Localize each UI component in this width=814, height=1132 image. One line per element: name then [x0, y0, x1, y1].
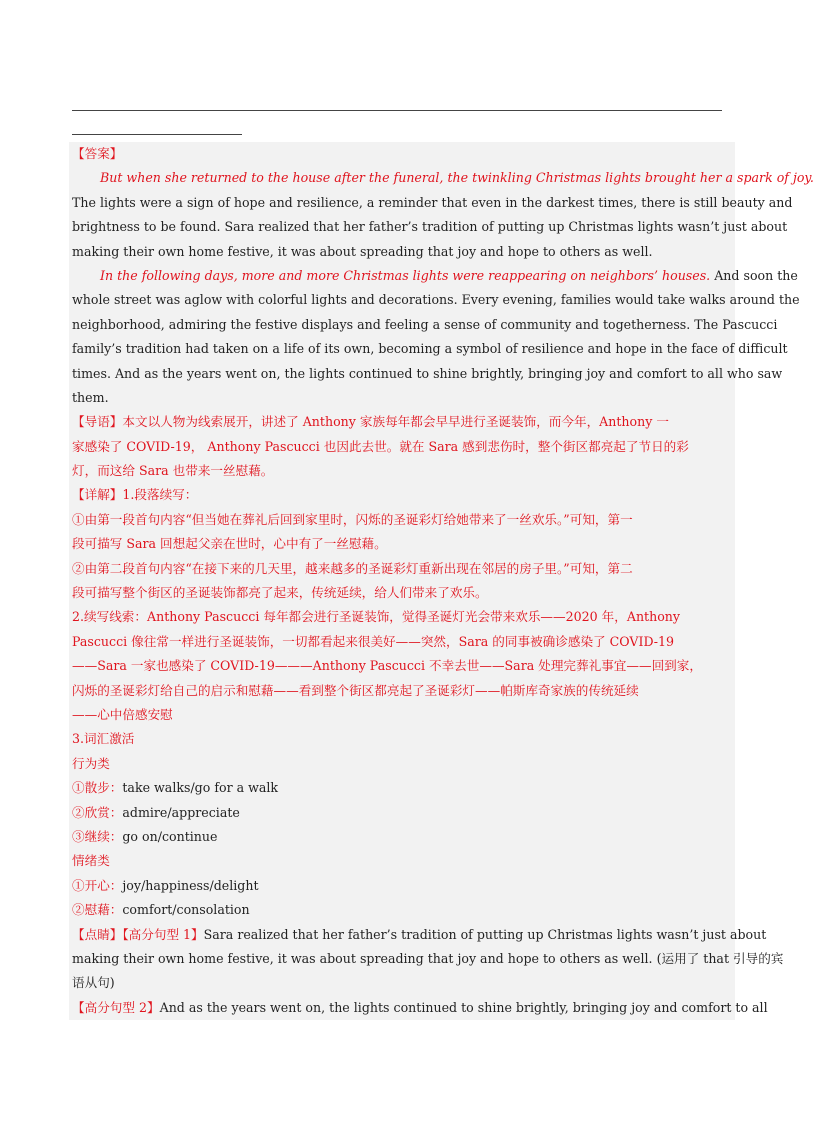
text-line	[72, 605, 732, 629]
text-segment: 【详解】1.段落续写：	[72, 487, 198, 503]
text-segment: take walks/go for a walk	[122, 780, 279, 796]
text-segment: 段可描写 Sara 回想起父亲在世时，心中有了一丝慰藉。	[72, 536, 387, 552]
text-segment: 灯，而这给 Sara 也带来一丝慰藉。	[72, 463, 274, 479]
text-segment: go on/continue	[122, 828, 218, 844]
text-line	[72, 435, 732, 459]
text-segment: whole street was aglow with colorful lights and decorations. Every evening, families would take walks around the	[72, 292, 800, 308]
text-segment: Sara realized that her father’s tradition of putting up Christmas lights wasn’t just about	[203, 926, 767, 942]
text-line	[72, 581, 732, 605]
text-line	[72, 947, 784, 971]
text-line	[72, 166, 814, 190]
text-segment: family’s tradition had taken on a life of its own, becoming a symbol of resilience and hope in the face of difficult	[72, 341, 788, 357]
text-segment: And soon the	[710, 267, 798, 283]
text-segment: 语从句)	[72, 975, 115, 991]
text-segment: them.	[72, 389, 109, 405]
text-segment: The lights were a sign of hope and resilience, a reminder that even in the darkest times, there is still beauty and	[72, 194, 793, 210]
text-line	[72, 679, 732, 703]
text-segment: ①散步：	[72, 780, 123, 796]
text-line	[72, 557, 732, 581]
text-line	[72, 191, 793, 215]
text-line	[72, 410, 732, 434]
text-line	[72, 288, 800, 312]
text-line	[72, 362, 783, 386]
text-line	[72, 996, 768, 1020]
text-segment: 【导语】本文以人物为线索展开，讲述了 Anthony 家族每年都会早早进行圣诞装饰，而今年，Anthony 一	[72, 414, 669, 430]
text-line	[72, 874, 732, 898]
text-line	[72, 532, 732, 556]
text-segment: 【答案】	[72, 146, 123, 161]
text-segment: comfort/consolation	[122, 902, 250, 918]
text-segment: 【点睛】【高分句型 1】	[72, 926, 204, 942]
text-segment: joy/happiness/delight	[122, 877, 259, 893]
text-segment: ②欣赏：	[72, 804, 123, 820]
text-segment: 家感染了 COVID-19， Anthony Pascucci 也因此去世。就在 Sara 感到悲伤时，整个街区都亮起了节日的彩	[72, 438, 689, 454]
text-line	[72, 215, 788, 239]
text-line	[72, 142, 732, 166]
text-segment: making their own home festive, it was about spreading that joy and hope to others as well. (运用了 that 引导的宾	[72, 950, 784, 966]
text-segment: ——Sara 一家也感染了 COVID-19———Anthony Pascucci 不幸去世——Sara 处理完葬礼事宜——回到家，	[72, 658, 702, 674]
text-segment: making their own home festive, it was about spreading that joy and hope to others as well.	[72, 243, 653, 259]
text-segment: 2.续写线索：Anthony Pascucci 每年都会进行圣诞装饰，觉得圣诞灯光会带来欢乐——2020 年，Anthony	[72, 609, 681, 625]
text-segment: But when she returned to the house after the funeral, the twinkling Christmas lights brought her a spark of joy.	[100, 170, 814, 186]
text-segment: brightness to be found. Sara realized that her father’s tradition of putting up Christmas lights wasn’t just about	[72, 219, 788, 235]
text-segment: 情绪类	[72, 853, 110, 869]
header-rule	[72, 110, 722, 111]
text-segment: In the following days, more and more Christmas lights were reappearing on neighbors’ houses.	[100, 267, 711, 283]
answer-content	[69, 142, 814, 1020]
text-line	[72, 386, 732, 410]
text-line	[72, 337, 788, 361]
text-line	[72, 703, 732, 727]
text-line	[72, 654, 732, 678]
text-line	[72, 240, 732, 264]
text-segment: ——心中倍感安慰	[72, 706, 173, 722]
text-line	[72, 264, 798, 288]
text-line	[72, 898, 732, 922]
text-segment: ①由第一段首句内容“但当她在葬礼后回到家里时，闪烁的圣诞彩灯给她带来了一丝欢乐。”可知，第一	[72, 511, 633, 527]
text-line	[72, 727, 732, 751]
text-segment: ②慰藉：	[72, 902, 123, 918]
text-line	[72, 923, 767, 947]
text-line	[72, 459, 732, 483]
text-line	[72, 776, 732, 800]
text-line	[72, 630, 732, 654]
text-line	[72, 313, 778, 337]
text-segment: neighborhood, admiring the festive displays and feeling a sense of community and togetherness. The Pascucci	[72, 316, 778, 332]
text-segment: 【高分句型 2】	[72, 999, 160, 1015]
text-segment: ②由第二段首句内容“在接下来的几天里，越来越多的圣诞彩灯重新出现在邻居的房子里。”可知，第二	[72, 560, 633, 576]
text-segment: admire/appreciate	[122, 804, 240, 820]
text-segment: 3.词汇激活	[72, 731, 135, 747]
text-segment: 闪烁的圣诞彩灯给自己的启示和慰藉——看到整个街区都亮起了圣诞彩灯——帕斯库奇家族的传统延续	[72, 682, 639, 698]
text-segment: 段可描写整个街区的圣诞装饰都亮了起来，传统延续，给人们带来了欢乐。	[72, 585, 488, 601]
text-line	[72, 801, 732, 825]
short-rule	[72, 134, 242, 135]
text-line	[72, 483, 732, 507]
text-line	[72, 825, 732, 849]
text-segment: ③继续：	[72, 828, 123, 844]
text-segment: Pascucci 像往常一样进行圣诞装饰，一切都看起来很美好——突然，Sara 的同事被确诊感染了 COVID-19	[72, 633, 675, 649]
text-segment: And as the years went on, the lights continued to shine brightly, bringing joy and comfort to all	[159, 999, 768, 1015]
text-line	[72, 508, 732, 532]
text-line	[72, 971, 732, 995]
text-segment: 行为类	[72, 755, 110, 771]
text-segment: ①开心：	[72, 877, 123, 893]
text-segment: times. And as the years went on, the lights continued to shine brightly, bringing joy and comfort to all who saw	[72, 365, 783, 381]
text-line	[72, 849, 732, 873]
text-line	[72, 752, 732, 776]
